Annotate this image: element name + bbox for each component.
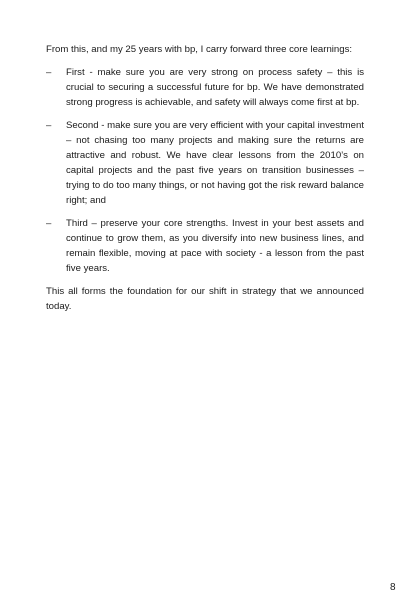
list-item [46,65,364,110]
intro-paragraph: From this, and my 25 years with bp, I carry forward three core learnings: [46,44,353,55]
list-item [46,118,364,208]
dash-bullet: – [46,120,52,131]
list-item-text: Third – preserve your core strengths. Invest in your best assets and continue to grow them, as you diversify into new business lines, and remain flexible, moving at pace with society - a lesson from the past five years. [66,218,364,274]
page-number: 8 [390,582,396,593]
list-item-text: Second - make sure you are very efficient with your capital investment – not chasing too many projects and making sure the returns are attractive and robust. We have clear lessons from the 2010’s on capital projects and the past five years on transition businesses – trying to do too many things, or not having got the risk reward balance right; and [66,120,364,206]
dash-bullet: – [46,67,52,78]
list-item-text: First - make sure you are very strong on process safety – this is crucial to securing a successful future for bp. We have demonstrated strong progress is achievable, and safety will always come first at bp. [66,67,364,108]
closing-paragraph: This all forms the foundation for our shift in strategy that we announced today. [46,286,364,312]
body-text [46,42,364,322]
dash-bullet: – [46,218,52,229]
list-item [46,216,364,276]
learnings-list [46,65,364,276]
